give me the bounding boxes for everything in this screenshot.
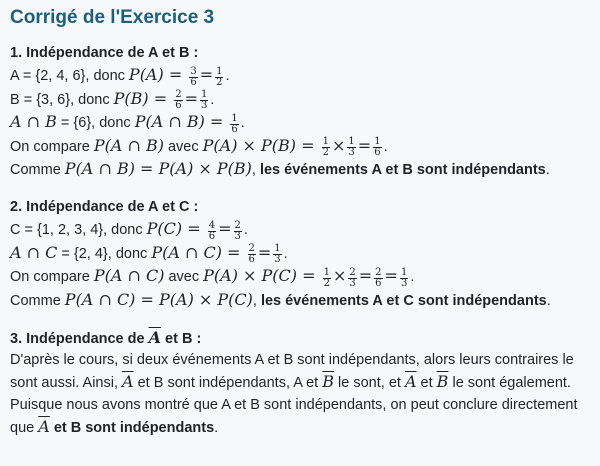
s2-l4-text: Comme [10, 292, 65, 309]
s2-line-2: A ∩ C = {2, 4}, donc P(A ∩ C) = $\frac{2}{6}$ = $\frac{1}{3}$ . [10, 242, 288, 265]
s2-line-1: C = {1, 2, 3, 4}, donc P(C) = $\frac{4}{6}$ = $\frac{2}{3}$ . [10, 219, 248, 242]
s3-p2-end: . [214, 420, 219, 436]
frac-num: 2 [248, 243, 255, 254]
s2-l2-text: = {2, 4}, donc [57, 245, 152, 262]
s1-l3-math-b: P(A ∩ B) = [134, 112, 229, 131]
frac-num: 2 [375, 266, 382, 278]
frac-num: 1 [374, 136, 381, 147]
frac-num: 1 [200, 89, 208, 100]
frac-num: 4 [208, 219, 216, 231]
frac-den: 3 [348, 147, 355, 158]
s1-l2-math: P(B) = [113, 88, 173, 108]
s1-l5-math: P(A ∩ B) = P(A) × P(B) [64, 159, 252, 178]
s2-l3-math-a: P(A ∩ C) [93, 266, 165, 285]
section-2-heading: 2. Indépendance de A et C : [10, 199, 199, 215]
frac-num: 1 [216, 65, 223, 77]
frac-den: 3 [400, 277, 408, 289]
s2-l4-math: P(A ∩ C) = P(A) × P(C) [64, 289, 253, 309]
s1-line-4: On compare P(A ∩ B) avec P(A) × P(B) = $\frac{1}{2}$ × $\frac{1}{3}$ = $\frac{1}{6}$ . [10, 135, 388, 158]
s3-p1-m4: $\overline{B}$ [436, 372, 449, 391]
frac-den: 3 [274, 254, 281, 265]
s1-l1-math: P(A) = [128, 65, 188, 84]
frac-den: 3 [234, 230, 241, 242]
frac-num: 2 [234, 219, 241, 231]
s2-frac-6 [348, 268, 356, 289]
s1-line-3: A ∩ B = {6}, donc P(A ∩ B) = $\frac{1}{6}$ . [10, 112, 245, 135]
s2-l1-math: P(C) = [146, 219, 206, 238]
frac-den: 2 [216, 76, 223, 88]
s1-l4-text: On compare [10, 138, 94, 155]
times: × [332, 266, 347, 285]
s2-frac-4 [273, 244, 281, 265]
frac-num: 1 [348, 136, 355, 147]
s3-p1-b: et B sont indépendants, A et [133, 375, 323, 391]
s1-frac-2 [215, 67, 223, 88]
frac-num: 1 [322, 136, 329, 147]
frac-den: 6 [248, 254, 255, 265]
frac-den: 6 [190, 76, 197, 88]
s1-frac-6 [322, 137, 330, 158]
s2-conclusion: les événements A et C sont indépendants [260, 292, 547, 309]
s1-frac-5 [230, 114, 238, 135]
section-3-heading [10, 327, 590, 350]
s1-l1-text: A = {2, 4, 6}, donc [10, 68, 129, 84]
frac-den: 2 [323, 277, 330, 289]
frac-den: 3 [349, 277, 356, 289]
s1-frac-8 [373, 137, 381, 158]
s1-frac-7 [347, 137, 355, 158]
s2-frac-2 [234, 221, 242, 242]
frac-den: 3 [200, 100, 208, 111]
equals: = [257, 242, 272, 262]
s3-p2-a: Puisque nous avons montré que A et B sont indépendants, on peut conclure directement que [10, 396, 578, 436]
times: × [332, 135, 346, 155]
s1-l3-text: = {6}, donc [56, 115, 135, 131]
s2-line-3: On compare P(A ∩ C) avec P(A) × P(C) = $\frac{1}{2}$ × $\frac{2}{3}$ = $\frac{2}{6}$ = $\frac{1}{3}$ . [10, 266, 415, 289]
s1-line-5: Comme P(A ∩ B) = P(A) × P(B), les événements A et B sont indépendants. [10, 159, 550, 178]
s1-l3-math-a: A ∩ B [10, 112, 57, 131]
s3-heading-math: $\overline{A}$ [148, 327, 162, 347]
frac-num: 3 [190, 65, 197, 77]
s2-frac-7 [374, 268, 382, 289]
section-1-heading: 1. Indépendance de A et B : [10, 45, 199, 61]
equals: = [358, 266, 373, 285]
s1-frac-1 [189, 67, 197, 88]
page-title: Corrigé de l'Exercice 3 [10, 7, 215, 28]
s3-paragraph-1 [10, 350, 590, 395]
s3-conclusion: et B sont indépendants [49, 420, 215, 436]
s1-l4-math-a: P(A ∩ B) [93, 135, 164, 155]
s2-l2-math-b: P(A ∩ C) = [151, 242, 246, 262]
s2-l3-text: On compare [10, 269, 94, 285]
frac-den: 6 [175, 100, 182, 111]
s3-p1-d: et [416, 375, 437, 391]
s3-p2-m: $\overline{A}$ [38, 417, 50, 436]
s3-paragraph-2 [10, 395, 590, 440]
s3-p1-e: le sont également. [448, 375, 571, 391]
frac-num: 1 [231, 112, 238, 124]
section-1 [10, 42, 590, 181]
frac-num: 2 [349, 266, 356, 278]
frac-den: 2 [322, 147, 329, 158]
s1-frac-4 [200, 90, 208, 111]
s1-conclusion: les événements A et B sont indépendants [259, 162, 546, 178]
s2-l3-math-b: P(A) × P(C) = [203, 266, 321, 285]
s2-l2-math-a: A ∩ C [10, 242, 58, 262]
s2-l3-text2: avec [164, 269, 204, 285]
s2-frac-8 [400, 268, 408, 289]
frac-den: 6 [231, 123, 238, 135]
frac-den: 6 [208, 230, 216, 242]
s3-p1-c: le sont, et [334, 375, 405, 391]
equals: = [357, 135, 372, 155]
equals: = [384, 266, 398, 285]
s1-line-1: A = {2, 4, 6}, donc P(A) = $\frac{3}{6}$ = $\frac{1}{2}$ . [10, 65, 230, 88]
section-2 [10, 196, 590, 312]
equals: = [199, 65, 214, 84]
s2-frac-3 [248, 244, 256, 265]
equals: = [218, 219, 232, 238]
s2-line-4: Comme P(A ∩ C) = P(A) × P(C), les événements A et C sont indépendants. [10, 289, 551, 309]
equals: = [184, 88, 198, 108]
s1-l4-math-b: P(A) × P(B) = [202, 135, 320, 155]
s1-l2-text: B = {3, 6}, donc [10, 91, 114, 108]
section-3 [10, 327, 590, 440]
s3-heading-b: et B : [161, 330, 202, 347]
frac-num: 1 [323, 266, 330, 278]
frac-num: 1 [400, 266, 408, 278]
s2-frac-1 [208, 221, 216, 242]
s2-l1-text: C = {1, 2, 3, 4}, donc [10, 222, 147, 238]
s1-l4-text2: avec [163, 138, 203, 155]
s3-heading-a: 3. Indépendance de [10, 330, 149, 347]
s3-p1-m1: $\overline{A}$ [122, 372, 134, 391]
s1-frac-3 [174, 90, 182, 111]
s3-p1-m2: $\overline{B}$ [322, 372, 335, 391]
frac-den: 6 [374, 147, 381, 158]
frac-num: 2 [175, 89, 182, 100]
s1-line-2: B = {3, 6}, donc P(B) = $\frac{2}{6}$ = $\frac{1}{3}$ . [10, 88, 215, 111]
s3-p1-m3: $\overline{A}$ [404, 372, 417, 391]
s2-frac-5 [323, 268, 331, 289]
frac-den: 6 [375, 277, 382, 289]
frac-num: 1 [274, 243, 281, 254]
s3-p1-a: D'après le cours, si deux événements A et B sont indépendants, alors leurs contraires le sont aussi. Ainsi, [10, 351, 574, 391]
s1-l5-text: Comme [10, 162, 65, 178]
